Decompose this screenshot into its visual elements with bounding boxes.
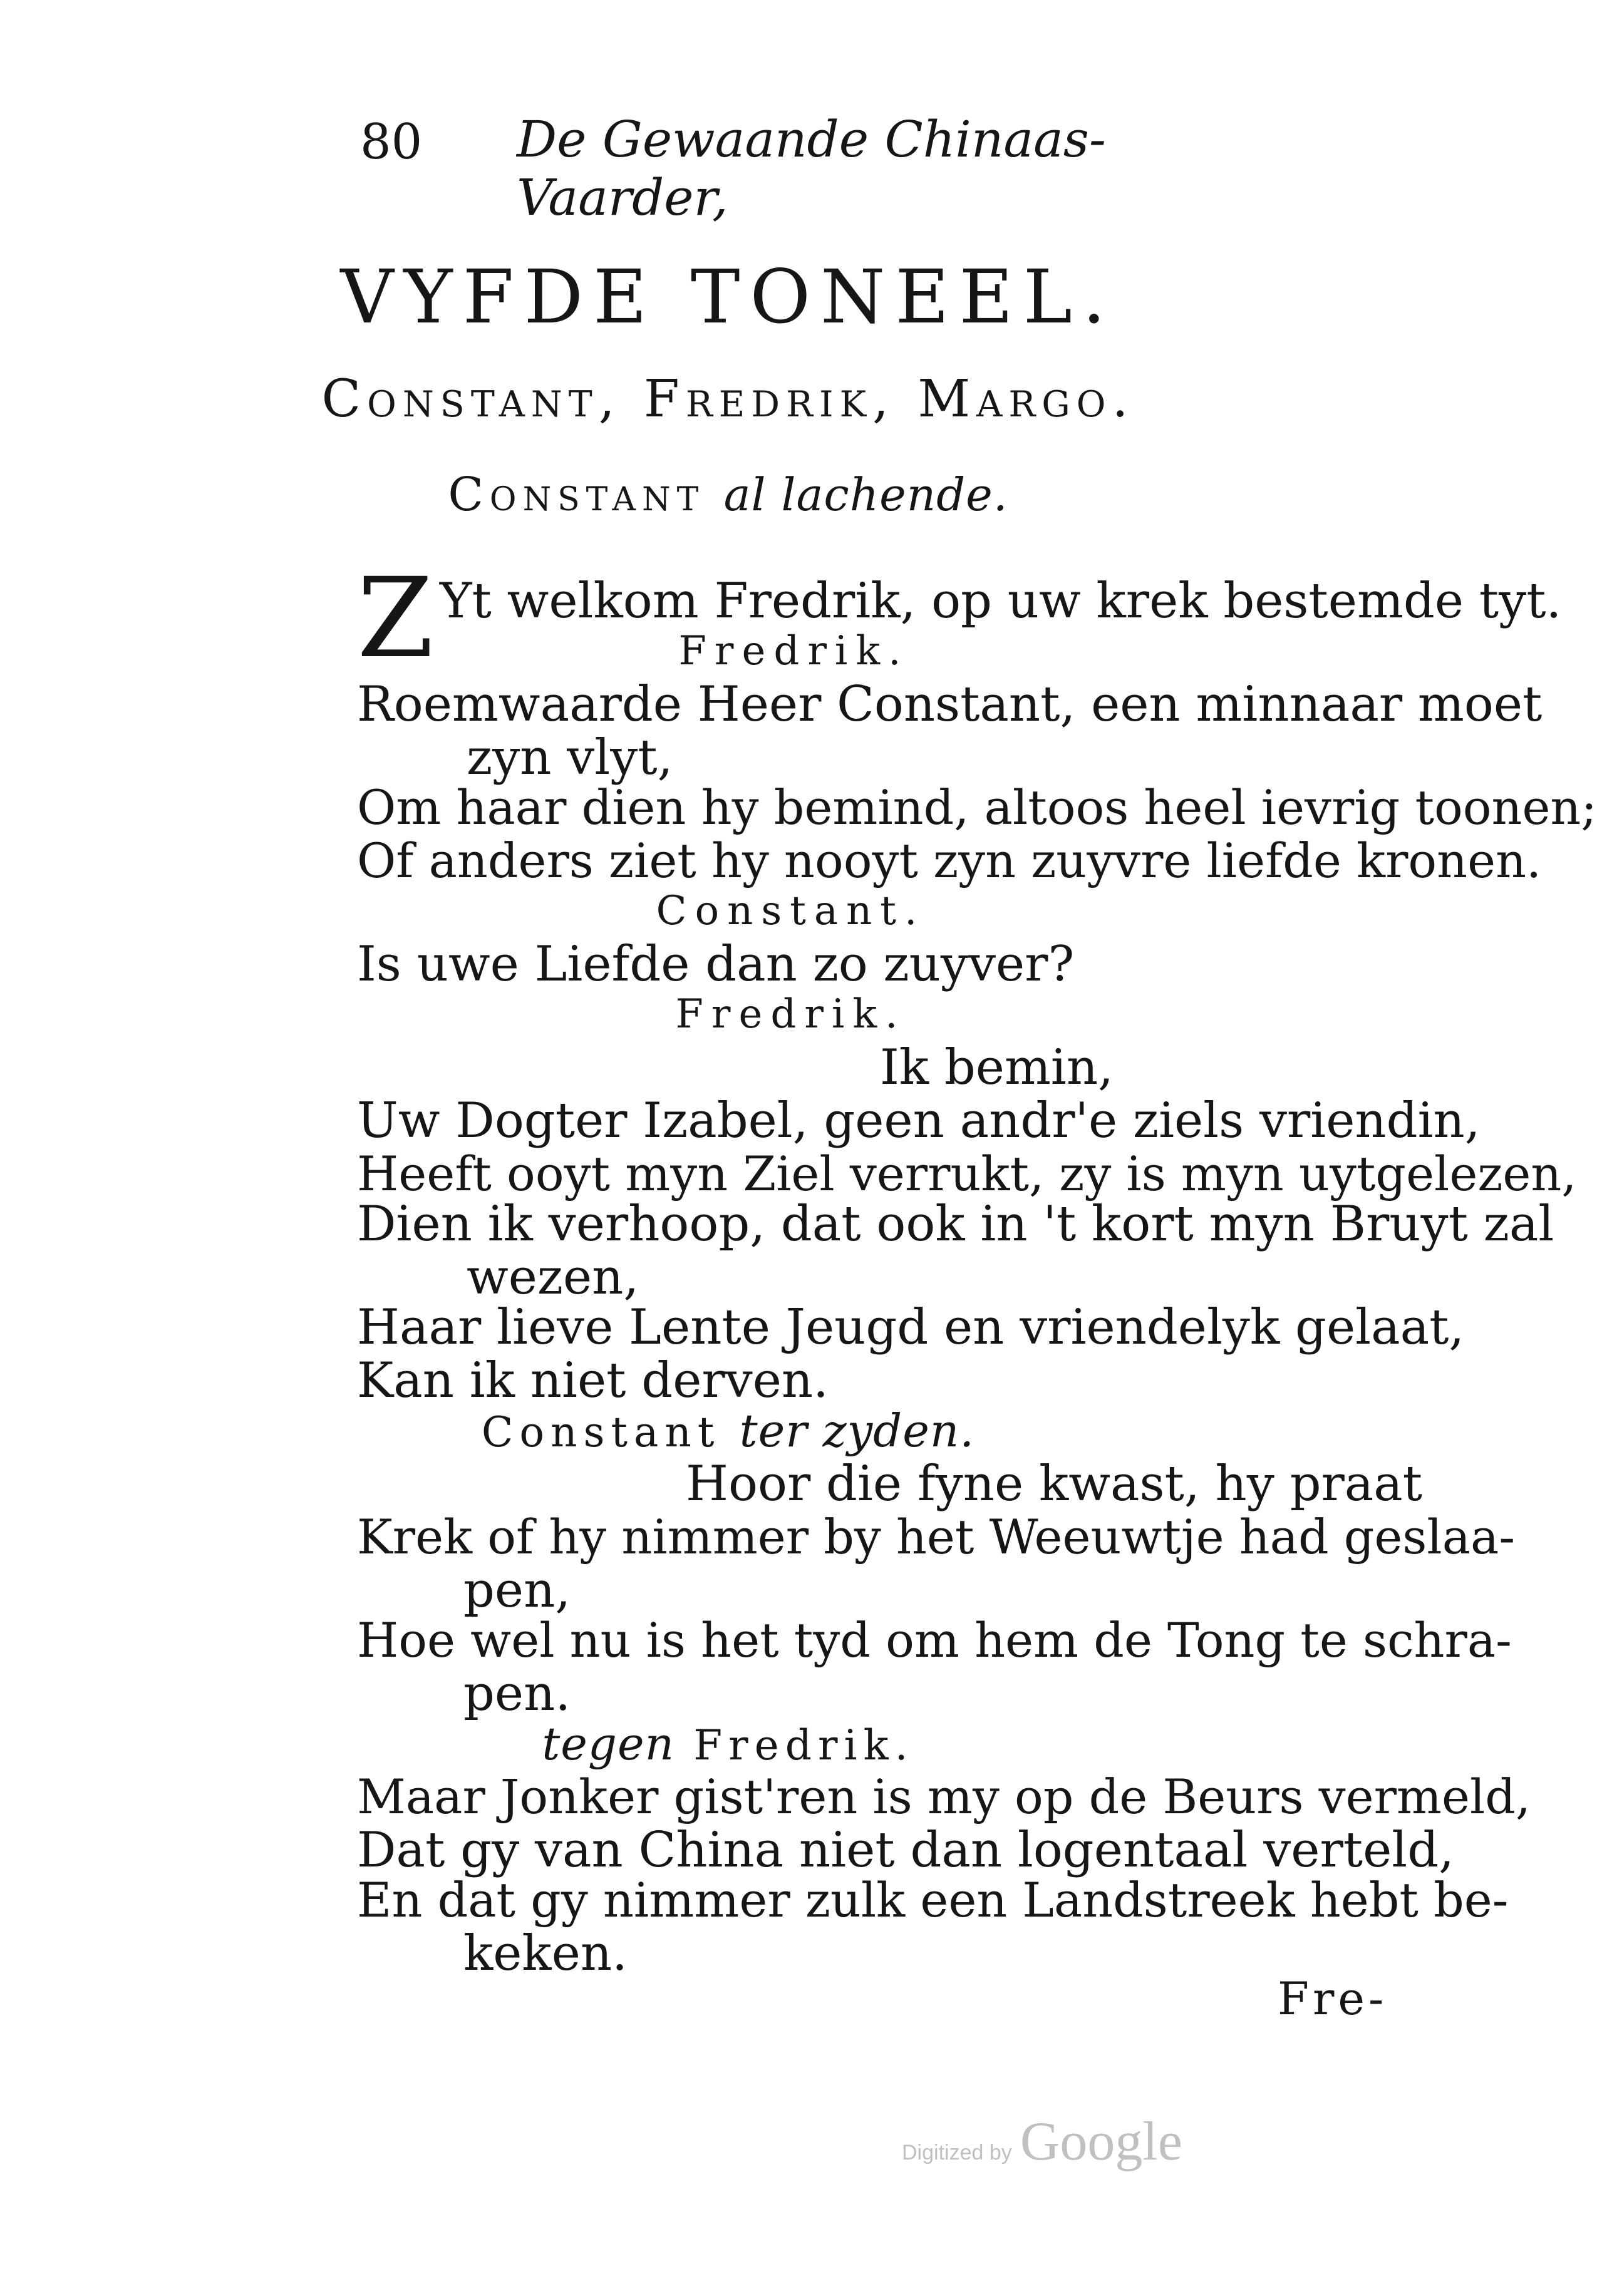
speaker-heading <box>0 470 1456 522</box>
google-logo: Google <box>1020 2111 1182 2172</box>
verse-line: Dien ik verhoop, dat ook in 't kort myn Bruyt zal <box>357 1196 1554 1252</box>
verse-line: Yt welkom Fredrik, op uw krek bestemde tyt. <box>440 573 1562 629</box>
verse-line: Roemwaarde Heer Constant, een minnaar moet <box>357 676 1543 733</box>
running-title: De Gewaande Chinaas-Vaarder, <box>517 110 1106 227</box>
verse-line: wezen, <box>467 1249 639 1305</box>
verse-line: Dat gy van China niet dan logentaal verteld, <box>357 1822 1454 1878</box>
verse-line: Hoor die fyne kwast, hy praat <box>686 1456 1423 1512</box>
verse-line: keken. <box>463 1925 628 1982</box>
verse-line: Of anders ziet hy nooyt zyn zuyvre liefde kronen. <box>357 833 1542 888</box>
verse-line: zyn vlyt, <box>467 729 673 786</box>
verse-line: Hoe wel nu is het tyd om hem de Tong te schra- <box>357 1612 1512 1668</box>
speaker-name: Fredrik. <box>675 991 906 1037</box>
stage-direction: tegen <box>542 1717 674 1770</box>
verse-line: Ik bemin, <box>880 1039 1114 1096</box>
verse-line: Uw Dogter Izabel, geen andr'e ziels vriendin, <box>357 1093 1481 1149</box>
speaker-name: Fredrik. <box>678 628 909 674</box>
page-header <box>360 105 1237 227</box>
catchword: Fre- <box>1278 1972 1388 2025</box>
verse-line: Krek of hy nimmer by het Weeuwtje had geslaa- <box>357 1509 1516 1565</box>
cast-list: Constant, Fredrik, Margo. <box>321 369 1135 429</box>
verse-line: Is uwe Liefde dan zo zuyver? <box>357 936 1075 992</box>
verse-line: Haar lieve Lente Jeugd en vriendelyk gelaat, <box>357 1299 1465 1356</box>
speaker-name: Constant <box>448 468 705 522</box>
verse-line: pen, <box>463 1562 571 1619</box>
verse-line: Heeft ooyt myn Ziel verrukt, zy is myn uytgelezen, <box>357 1146 1577 1202</box>
page-number: 80 <box>360 114 423 170</box>
verse-line: Kan ik niet derven. <box>357 1352 829 1409</box>
speaker-name: Fredrik. <box>693 1721 914 1769</box>
speaker-heading <box>0 1406 1456 1458</box>
verse-line: pen. <box>463 1665 571 1722</box>
verse-line: Om haar dien hy bemind, altoos heel ievrig toonen; <box>357 780 1597 835</box>
verse-line: En dat gy nimmer zulk een Landstreek hebt be- <box>357 1872 1509 1928</box>
speaker-name: Constant. <box>656 888 926 934</box>
stage-direction: ter zyden. <box>739 1404 975 1457</box>
scene-title: VYFDE TONEEL. <box>340 254 1116 340</box>
verse-line: Maar Jonker gist'ren is my op de Beurs vermeld, <box>357 1769 1531 1825</box>
speaker-heading <box>0 1719 1456 1771</box>
drop-cap: Z <box>357 554 434 682</box>
digitized-by-label: Digitized by <box>902 2141 1012 2165</box>
speaker-name: Constant <box>481 1408 721 1456</box>
digitized-by-google-watermark <box>902 2110 1182 2173</box>
stage-direction: al lachende. <box>723 468 1008 521</box>
